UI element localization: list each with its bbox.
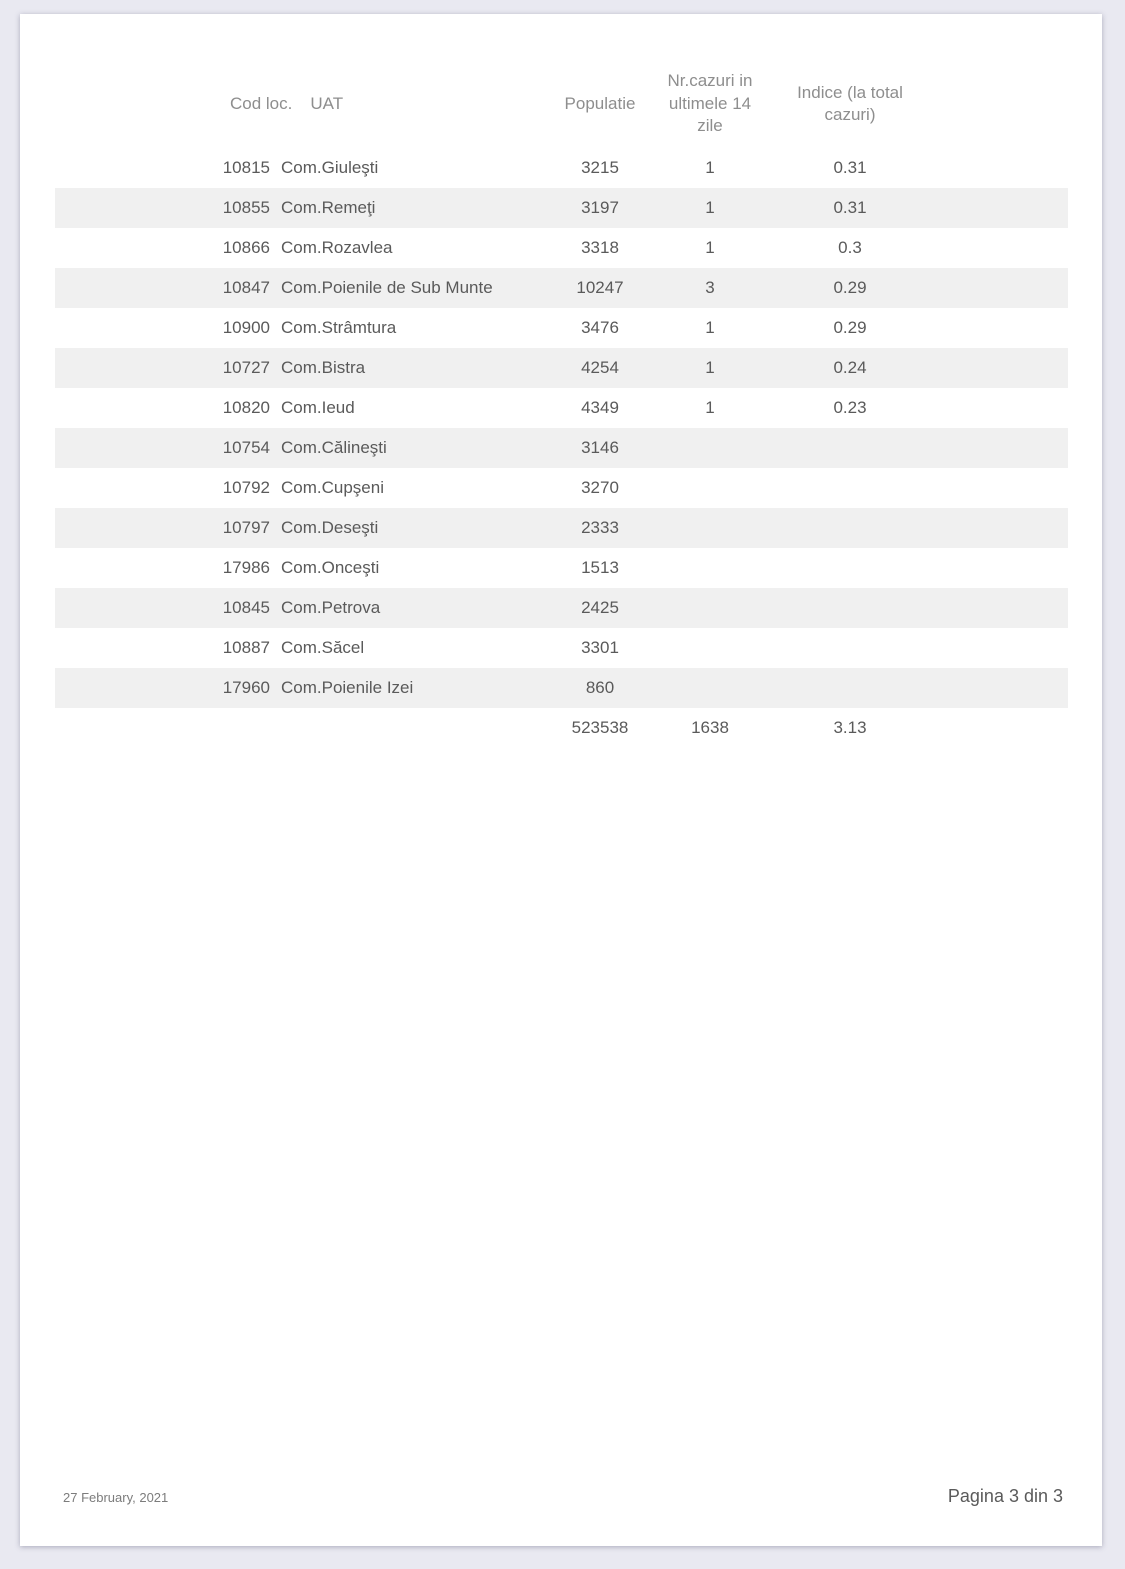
total-indice: 3.13 (833, 718, 867, 737)
cell-cod: 10754 (222, 438, 270, 457)
table-row (55, 188, 1068, 228)
cell-filler (940, 548, 1068, 588)
table-row (55, 508, 1068, 548)
cell-indice: 0.31 (833, 158, 867, 177)
cell-uat: Com.Strâmtura (281, 318, 397, 337)
uat-cases-table (55, 60, 1068, 748)
cell-populatie: 4349 (581, 398, 619, 417)
cell-filler (940, 708, 1068, 748)
cell-filler (940, 668, 1068, 708)
cell-cod: 10866 (222, 238, 270, 257)
cell-indice (760, 468, 940, 508)
cell-uat: Com.Giuleşti (281, 158, 379, 177)
cell-cazuri (660, 428, 760, 468)
document-page (20, 14, 1102, 1546)
cell-cod: 10855 (222, 198, 270, 217)
cell-indice (760, 508, 940, 548)
cell-filler (940, 348, 1068, 388)
table-row (55, 148, 1068, 188)
cell-populatie: 2425 (581, 598, 619, 617)
column-header-cazuri: Nr.cazuri in ultimele 14 zile (667, 71, 753, 136)
cell-cod: 17960 (222, 678, 270, 697)
column-header-cod: Cod loc. (230, 94, 293, 113)
footer-date: 27 February, 2021 (63, 1490, 169, 1505)
cell-cod: 10797 (222, 518, 270, 537)
cell-populatie: 3197 (581, 198, 619, 217)
cell-filler (940, 228, 1068, 268)
cell-uat: Com.Petrova (281, 598, 381, 617)
table-totals-row (55, 708, 1068, 748)
cell-uat: Com.Remeţi (281, 198, 376, 217)
cell-cazuri: 1 (705, 198, 715, 217)
cell-cod: 10847 (222, 278, 270, 297)
column-header-cod-uat (55, 60, 540, 148)
cell-cod: 10887 (222, 638, 270, 657)
cell-cazuri: 1 (705, 358, 715, 377)
cell-filler (940, 628, 1068, 668)
cell-filler (940, 388, 1068, 428)
cell-uat: Com.Săcel (281, 638, 365, 657)
cell-cod: 10845 (222, 598, 270, 617)
cell-populatie: 4254 (581, 358, 619, 377)
cell-populatie: 3146 (581, 438, 619, 457)
column-header-empty (940, 60, 1068, 148)
cell-filler (940, 428, 1068, 468)
cell-cazuri (660, 668, 760, 708)
cell-cod: 10820 (222, 398, 270, 417)
cell-cod: 10900 (222, 318, 270, 337)
footer-page-number: Pagina 3 din 3 (947, 1486, 1063, 1506)
table-row (55, 308, 1068, 348)
cell-filler (940, 588, 1068, 628)
cell-filler (940, 268, 1068, 308)
cell-cazuri (660, 588, 760, 628)
cell-filler (940, 188, 1068, 228)
table-row (55, 548, 1068, 588)
cell-cod: 17986 (222, 558, 270, 577)
cell-indice: 0.24 (833, 358, 867, 377)
cell-cod (55, 708, 272, 748)
total-cazuri: 1638 (691, 718, 729, 737)
cell-uat: Com.Poienile de Sub Munte (281, 278, 493, 297)
cell-filler (940, 468, 1068, 508)
cell-cod: 10792 (222, 478, 270, 497)
cell-cazuri (660, 508, 760, 548)
cell-indice (760, 548, 940, 588)
cell-indice (760, 628, 940, 668)
cell-uat: Com.Călineşti (281, 438, 387, 457)
cell-indice (760, 668, 940, 708)
table-row (55, 428, 1068, 468)
table-row (55, 388, 1068, 428)
cell-uat: Com.Poienile Izei (281, 678, 414, 697)
cell-indice: 0.3 (838, 238, 862, 257)
cell-uat: Com.Bistra (281, 358, 366, 377)
column-header-indice: Indice (la total cazuri) (797, 82, 903, 124)
cell-indice: 0.23 (833, 398, 867, 417)
table-row (55, 348, 1068, 388)
column-header-uat: UAT (310, 94, 344, 113)
table-row (55, 628, 1068, 668)
cell-cazuri (660, 468, 760, 508)
cell-cazuri (660, 628, 760, 668)
cell-cazuri: 1 (705, 238, 715, 257)
cell-uat: Com.Deseşti (281, 518, 379, 537)
cell-populatie: 10247 (576, 278, 624, 297)
cell-cod: 10727 (222, 358, 270, 377)
cell-cazuri: 1 (705, 398, 715, 417)
cell-populatie: 2333 (581, 518, 619, 537)
cell-populatie: 3215 (581, 158, 619, 177)
table-row (55, 228, 1068, 268)
cell-populatie: 1513 (581, 558, 619, 577)
table-row (55, 668, 1068, 708)
total-populatie: 523538 (571, 718, 629, 737)
cell-populatie: 3318 (581, 238, 619, 257)
cell-filler (940, 508, 1068, 548)
cell-indice: 0.29 (833, 278, 867, 297)
cell-filler (940, 148, 1068, 188)
cell-indice: 0.29 (833, 318, 867, 337)
cell-cazuri: 3 (705, 278, 715, 297)
cell-cazuri (660, 548, 760, 588)
table-row (55, 268, 1068, 308)
cell-populatie: 3301 (581, 638, 619, 657)
cell-populatie: 860 (585, 678, 615, 697)
cell-indice: 0.31 (833, 198, 867, 217)
cell-cazuri: 1 (705, 318, 715, 337)
cell-indice (760, 588, 940, 628)
cell-indice (760, 428, 940, 468)
cell-uat (272, 708, 540, 748)
table-header-row (55, 60, 1068, 148)
cell-filler (940, 308, 1068, 348)
cell-uat: Com.Ieud (281, 398, 355, 417)
cell-populatie: 3476 (581, 318, 619, 337)
cell-cazuri: 1 (705, 158, 715, 177)
cell-cod: 10815 (222, 158, 270, 177)
table-row (55, 468, 1068, 508)
cell-populatie: 3270 (581, 478, 619, 497)
cell-uat: Com.Rozavlea (281, 238, 393, 257)
table-row (55, 588, 1068, 628)
column-header-populatie: Populatie (564, 93, 636, 113)
cell-uat: Com.Onceşti (281, 558, 380, 577)
cell-uat: Com.Cupşeni (281, 478, 384, 497)
